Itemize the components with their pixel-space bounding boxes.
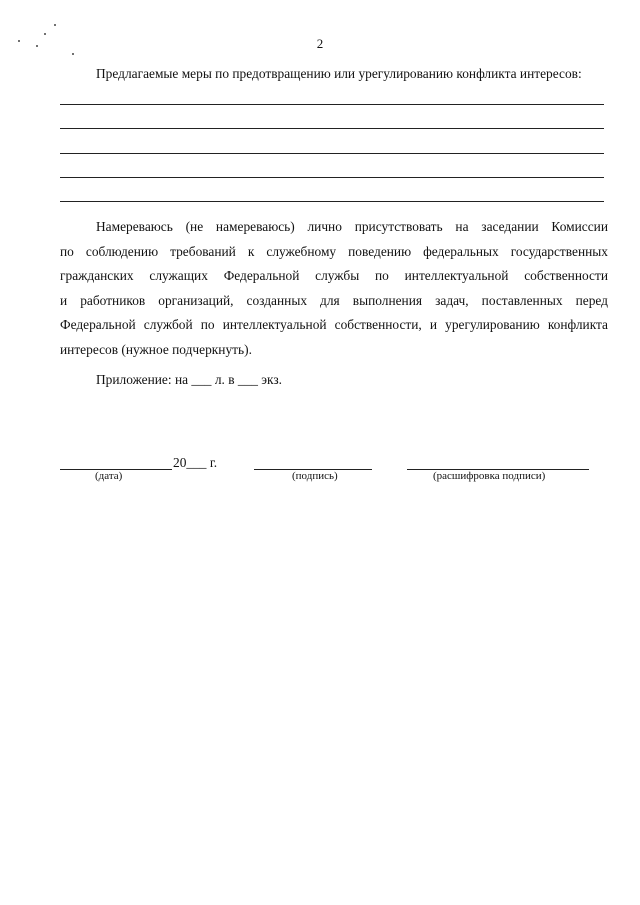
scan-speck — [44, 33, 46, 35]
measures-heading: Предлагаемые меры по предотвращению или урегулированию конфликта интересов: — [96, 66, 582, 81]
attendance-statement — [60, 215, 608, 362]
scan-speck — [54, 24, 56, 26]
answer-line — [60, 201, 604, 202]
statement-line: Федеральной службой по интеллектуальной собственности, и урегулированию конфликта — [60, 317, 608, 332]
answer-line — [60, 177, 604, 178]
answer-line — [60, 104, 604, 105]
signature-caption: (подпись) — [292, 470, 338, 482]
scan-speck — [72, 53, 74, 55]
statement-line: интересов (нужное подчеркнуть). — [60, 341, 252, 357]
date-caption: (дата) — [95, 470, 123, 482]
statement-line: по соблюдению требований к служебному поведению федеральных государственных — [60, 243, 608, 259]
scan-speck — [36, 45, 38, 47]
attachment-line: Приложение: на ___ л. в ___ экз. — [96, 372, 283, 387]
statement-line: и работников организаций, созданных для выполнения задач, поставленных перед — [60, 292, 608, 308]
answer-line — [60, 153, 604, 154]
page-number: 2 — [316, 36, 324, 51]
answer-line — [60, 128, 604, 129]
statement-line: гражданских служащих Федеральной службы по интеллектуальной собственности — [60, 268, 608, 283]
year-field: 20___ г. — [173, 455, 218, 470]
decryption-caption: (расшифровка подписи) — [433, 470, 546, 482]
scan-speck — [18, 40, 20, 42]
statement-line: Намереваюсь (не намереваюсь) лично присутствовать на заседании Комиссии — [96, 219, 608, 234]
